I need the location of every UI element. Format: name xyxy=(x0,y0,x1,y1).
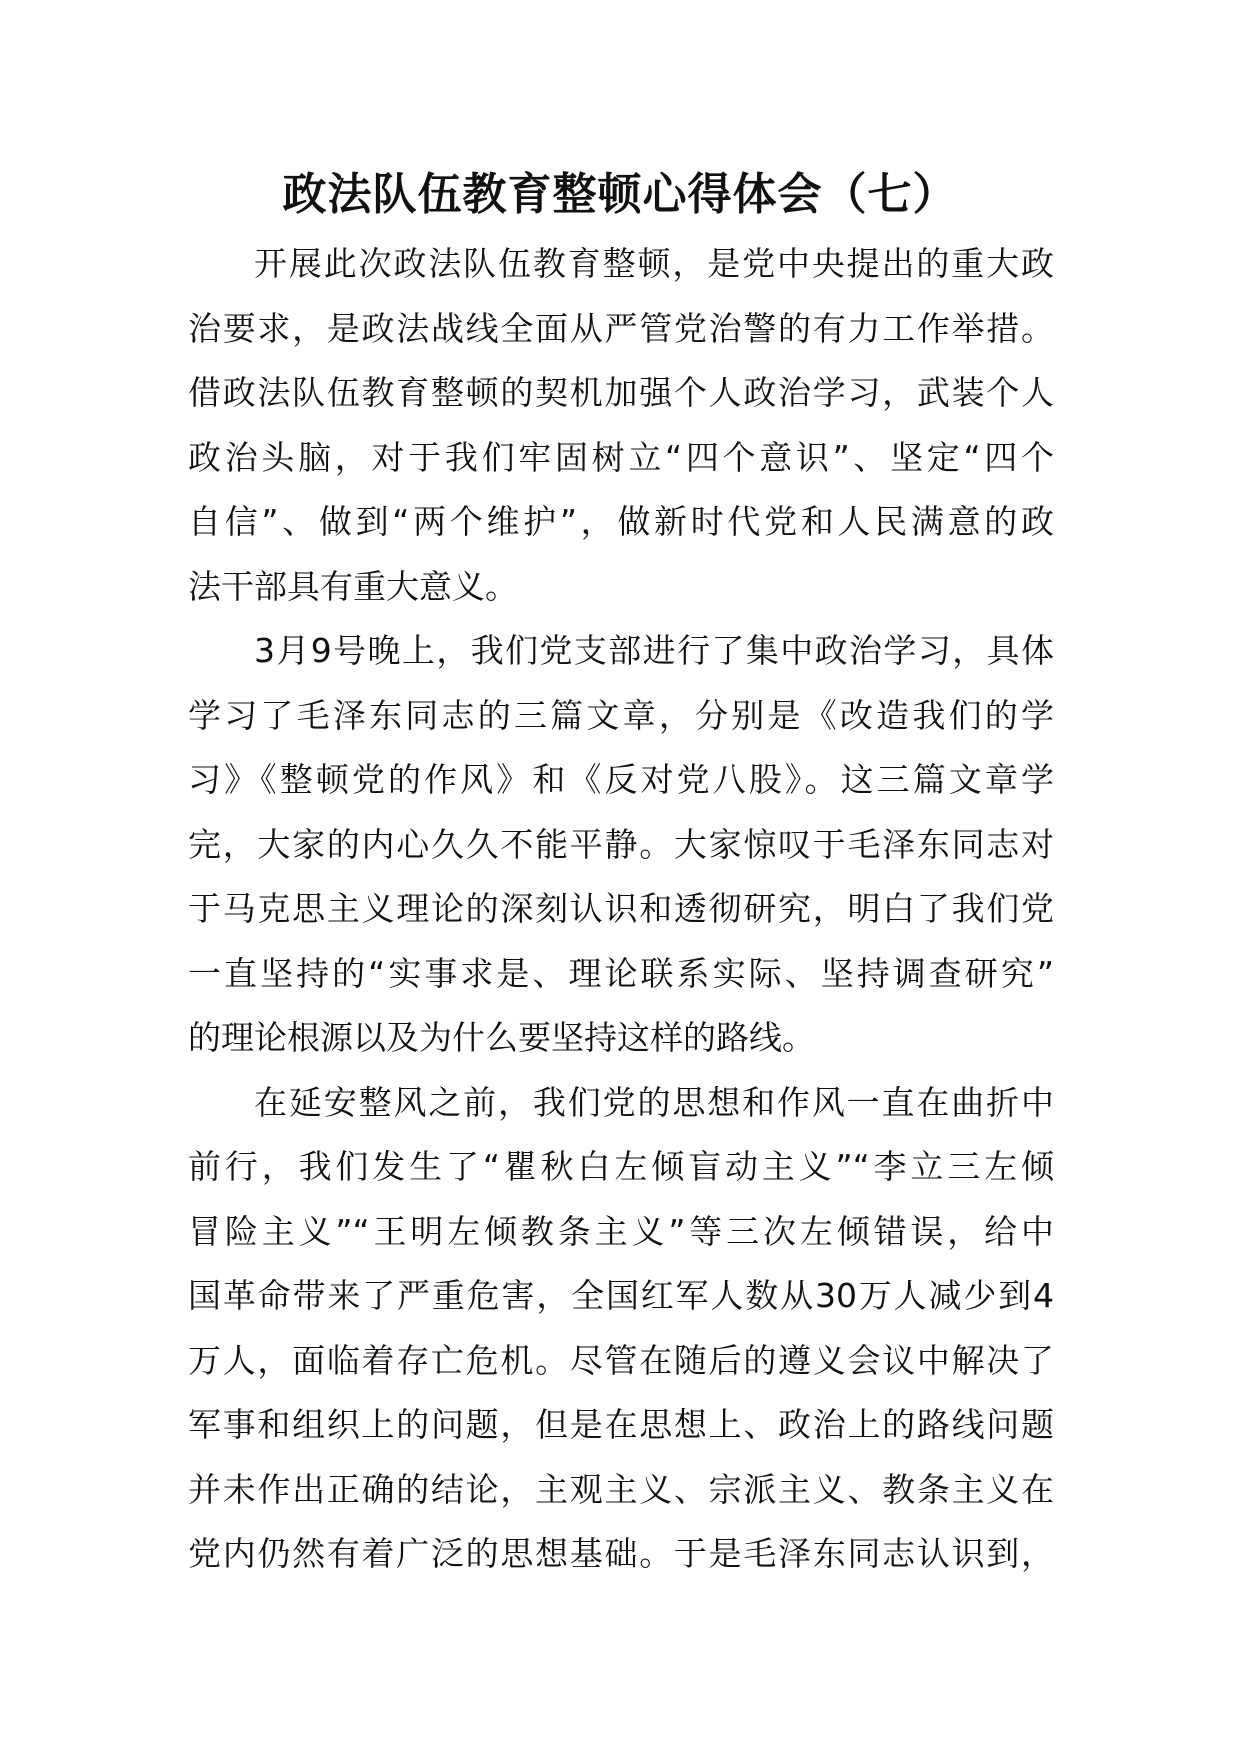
paragraph-1-line-2: 治要求，是政法战线全面从严管党治警的有力工作举措。 xyxy=(188,308,1054,348)
paragraph-1-line-4: 政治头脑，对于我们牢固树立“四个意识”、坚定“四个 xyxy=(188,437,1054,477)
document-body xyxy=(188,232,1054,1587)
paragraph-3-line-5: 万人，面临着存亡危机。尽管在随后的遵义会议中解决了 xyxy=(188,1340,1054,1380)
paragraph-3-line-7: 并未作出正确的结论，主观主义、宗派主义、教条主义在 xyxy=(188,1469,1054,1509)
paragraph-3-line-4: 国革命带来了严重危害，全国红军人数从30万人减少到4 xyxy=(188,1276,1054,1315)
paragraph-3-line-6: 军事和组织上的问题，但是在思想上、政治上的路线问题 xyxy=(188,1405,1054,1444)
paragraph-2-line-3: 习》《整顿党的作风》和《反对党八股》。这三篇文章学 xyxy=(188,760,1054,799)
paragraph-3-line-3: 冒险主义”“王明左倾教条主义”等三次左倾错误，给中 xyxy=(188,1211,1054,1251)
paragraph-1-line-5: 自信”、做到“两个维护”，做新时代党和人民满意的政 xyxy=(188,502,1054,541)
paragraph-2-line-7: 的理论根源以及为什么要坚持这样的路线。 xyxy=(188,1018,815,1057)
paragraph-2-line-4: 完，大家的内心久久不能平静。大家惊叹于毛泽东同志对 xyxy=(188,824,1054,864)
paragraph-2-line-1: 3月9号晚上，我们党支部进行了集中政治学习，具体 xyxy=(254,631,1054,670)
paragraph-1-line-6: 法干部具有重大意义。 xyxy=(188,566,518,606)
paragraph-2-line-6: 一直坚持的“实事求是、理论联系实际、坚持调查研究” xyxy=(188,953,1054,993)
paragraph-2-line-2: 学习了毛泽东同志的三篇文章，分别是《改造我们的学 xyxy=(188,695,1054,735)
paragraph-3-line-8: 党内仍然有着广泛的思想基础。于是毛泽东同志认识到， xyxy=(188,1534,1054,1573)
paragraph-2-line-5: 于马克思主义理论的深刻认识和透彻研究，明白了我们党 xyxy=(188,889,1054,928)
paragraph-1-line-3: 借政法队伍教育整顿的契机加强个人政治学习，武装个人 xyxy=(188,373,1054,412)
paragraph-3-line-2: 前行，我们发生了“瞿秋白左倾盲动主义”“李立三左倾 xyxy=(188,1147,1054,1186)
paragraph-3-line-1: 在延安整风之前，我们党的思想和作风一直在曲折中 xyxy=(254,1082,1054,1122)
document-title: 政法队伍教育整顿心得体会（七） xyxy=(282,169,958,220)
paragraph-1-line-1: 开展此次政法队伍教育整顿，是党中央提出的重大政 xyxy=(254,244,1054,283)
